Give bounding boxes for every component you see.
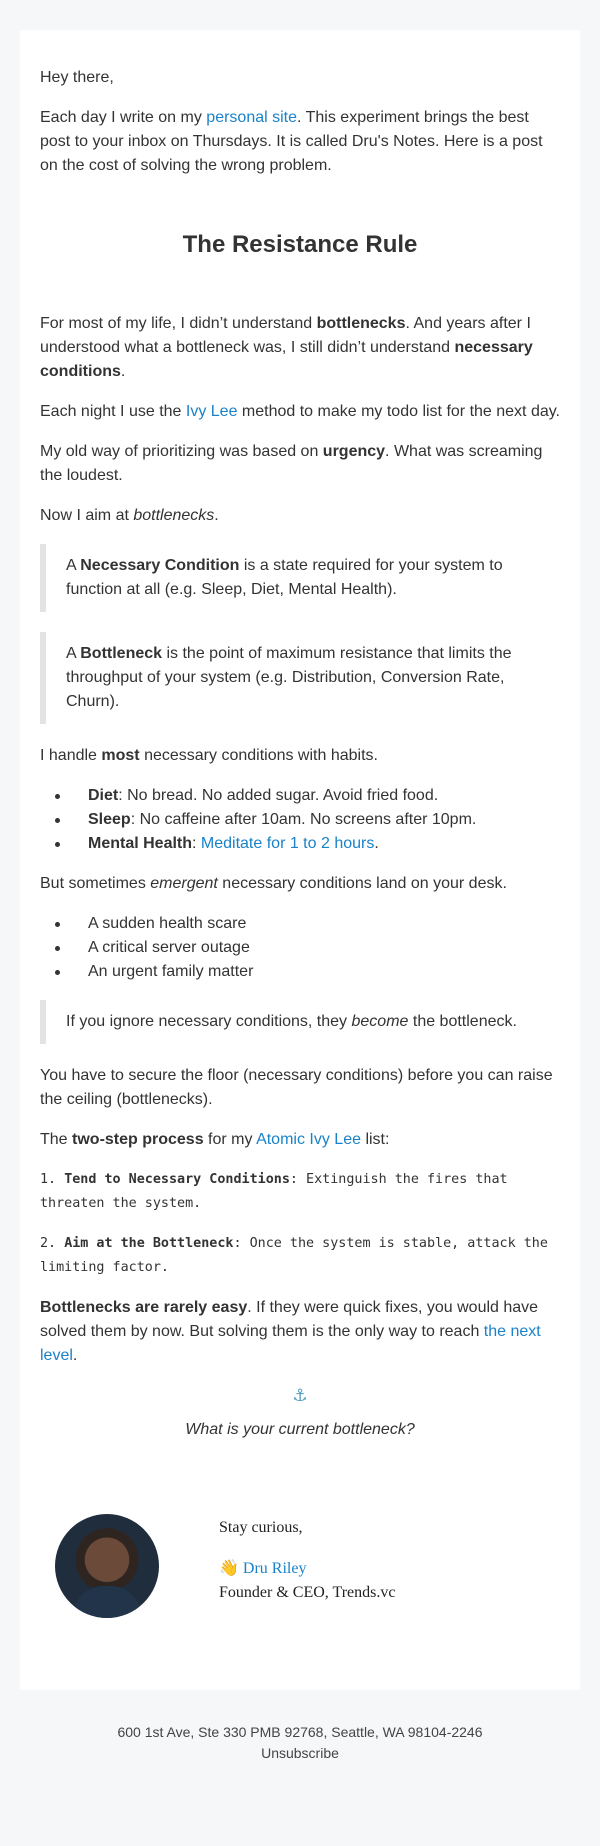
personal-site-link[interactable]: personal site <box>206 109 298 126</box>
signature-name-line <box>219 1557 395 1581</box>
habits-paragraph: I handle most necessary conditions with habits. <box>40 747 378 764</box>
post-title: The Resistance Rule <box>182 231 418 258</box>
unsubscribe-link[interactable]: Unsubscribe <box>261 1745 339 1761</box>
rarely-easy-paragraph: Bottlenecks are rarely easy. If they were quick fixes, you would have solved them by now. But solving them is the only way to reach the next level. <box>40 1299 541 1364</box>
intro-paragraph: Each day I write on my personal site. This experiment brings the best post to your inbox on Thursdays. It is called Dru's Notes. Here is a post on the cost of solving the wrong problem. <box>40 109 543 174</box>
list-item: An urgent family matter <box>40 960 560 984</box>
signature-role: Founder & CEO, Trends.vc <box>219 1584 396 1601</box>
bottlenecks-paragraph: For most of my life, I didn’t understand bottlenecks. And years after I understood what a bottleneck was, I still didn’t understand necessary conditions. <box>40 315 533 380</box>
closing-question: What is your current bottleneck? <box>185 1421 415 1438</box>
urgency-paragraph: My old way of prioritizing was based on urgency. What was screaming the loudest. <box>40 443 543 484</box>
author-name-link[interactable]: Dru Riley <box>242 1560 307 1577</box>
ivy-lee-paragraph: Each night I use the Ivy Lee method to make my todo list for the next day. <box>40 403 560 420</box>
step-one: 1. Tend to Necessary Conditions: Extinguish the fires that threaten the system. <box>40 1172 508 1211</box>
avatar <box>55 1514 159 1618</box>
ivy-lee-link[interactable]: Ivy Lee <box>185 403 238 420</box>
list-item: A critical server outage <box>40 936 560 960</box>
next-level-link[interactable]: the next level <box>40 1323 541 1364</box>
emergent-list <box>40 912 560 984</box>
two-step-paragraph: The two-step process for my Atomic Ivy Lee list: <box>40 1131 390 1148</box>
footer-address: 600 1st Ave, Ste 330 PMB 92768, Seattle, WA 98104-2246 <box>117 1724 483 1740</box>
step-two: 2. Aim at the Bottleneck: Once the system is stable, attack the limiting factor. <box>40 1236 548 1275</box>
habits-list <box>40 784 560 856</box>
necessary-condition-quote: A Necessary Condition is a state required for your system to function at all (e.g. Sleep, Diet, Mental Health). <box>40 544 560 612</box>
list-item: Mental Health: Meditate for 1 to 2 hours. <box>40 832 560 856</box>
signature-closing: Stay curious, <box>219 1519 303 1536</box>
bottleneck-quote: A Bottleneck is the point of maximum resistance that limits the throughput of your system (e.g. Distribution, Conversion Rate, Churn). <box>40 632 560 724</box>
emergent-paragraph: But sometimes emergent necessary conditions land on your desk. <box>40 875 507 892</box>
list-item: A sudden health scare <box>40 912 560 936</box>
list-item: Sleep: No caffeine after 10am. No screens after 10pm. <box>40 808 560 832</box>
aim-paragraph: Now I aim at bottlenecks. <box>40 507 219 524</box>
floor-ceiling-paragraph: You have to secure the floor (necessary conditions) before you can raise the ceiling (bottlenecks). <box>40 1067 553 1108</box>
list-item: Diet: No bread. No added sugar. Avoid fried food. <box>40 784 560 808</box>
atomic-ivy-lee-link[interactable]: Atomic Ivy Lee <box>256 1131 361 1148</box>
signature-block <box>40 1512 560 1622</box>
footer <box>0 1722 600 1764</box>
wave-icon: 👋 <box>219 1560 239 1577</box>
meditate-link[interactable]: Meditate for 1 to 2 hours <box>200 835 375 852</box>
anchor-icon: ⚓ <box>292 1386 308 1405</box>
greeting: Hey there, <box>40 69 114 86</box>
signature-text <box>219 1516 395 1605</box>
email-card <box>20 30 580 1690</box>
ignore-quote: If you ignore necessary conditions, they become the bottleneck. <box>40 1000 560 1044</box>
